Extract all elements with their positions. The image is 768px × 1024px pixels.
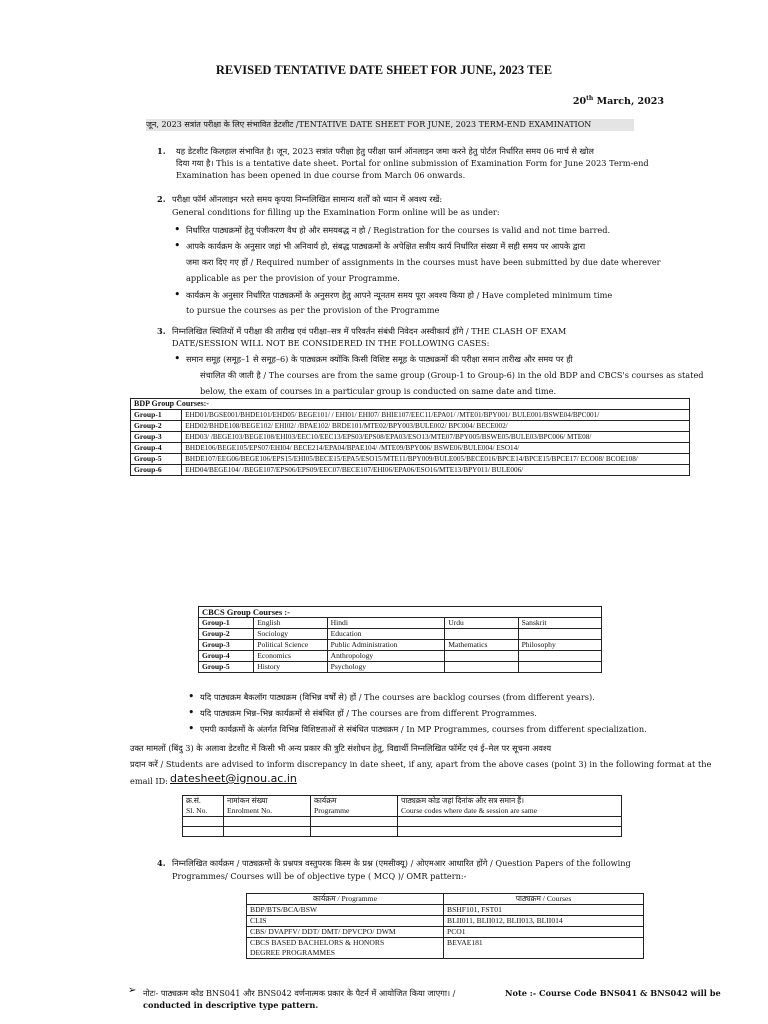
table-row [183,827,622,837]
item-1-number: 1. [157,146,166,156]
table-row [131,454,690,465]
item-4-line: Programmes/ Courses will be of objective type ( MCQ )/ OMR pattern:- [172,871,467,881]
item-3-line: DATE/SESSION WILL NOT BE CONSIDERED IN THE FOLLOWING CASES: [172,338,490,348]
table-row [247,927,644,938]
case-bullet: • यदि पाठ्यक्रम भिन्न–भिन्न कार्यक्रमों से संबंधित हों / The courses are from different Programmes. [200,707,537,719]
courses-cell: BHDE107/EEG06/BEGE106/EPS15/EHI05/BECE15/EPA5/ESO15/MTE11/BPY009/BULE005/BECE016/BPCE14/BPCE15/BPCE17/ ECO08/ BCOE108/ [182,454,690,465]
item-3-line: निम्नलिखित स्थितियों में परीक्षा की तारीख एवं परीक्षा–सत्र में परिवर्तन संबंधी निवेदन अस्वीकार्य होंगे / THE CLASH OF EXAM [172,326,567,336]
group-cell: Group-4 [199,651,254,662]
courses-cell: PCO1 [444,927,644,938]
table-row [131,410,690,421]
course-cell [518,629,601,640]
courses-cell: BEVAE181 [444,938,644,959]
course-cell [445,651,518,662]
table-row [131,443,690,454]
course-cell: Sanskrit [518,618,601,629]
issue-date: 20th March, 2023 [572,95,664,108]
item-4-number: 4. [157,858,166,868]
item-1-line: यह डेटशीट किलहाल संभावित है। जून, 2023 सत्रांत परीक्षा हेतु परीक्षा फार्म ऑनलाइन जमा करने हेतु पोर्टल निर्धारित समय 06 मार्च से खोल [176,146,594,156]
course-cell [445,662,518,673]
course-cell [518,651,601,662]
course-cell: English [254,618,327,629]
group-cell: Group-3 [131,432,182,443]
table-row [131,421,690,432]
discrepancy-format-table [182,795,622,837]
programme-cell: CBCS BASED BACHELORS & HONORS DEGREE PROGRAMMES [247,938,444,959]
item-3-bullet-cont: below, the exam of courses in a particular group is conducted on same date and time. [200,386,557,396]
course-cell: Urdu [445,618,518,629]
course-cell: Economics [254,651,327,662]
course-cell [445,629,518,640]
cbcs-group-table [198,606,602,673]
table-row [199,618,602,629]
datesheet-email-link[interactable]: datesheet@ignou.ac.in [170,772,297,785]
courses-cell: EHD04/BEGE104/ /BEGE107/EPS06/EPS09/EEC07/BECE107/EHI06/EPA06/ESO16/MTE13/BPY011/ BULE006/ [182,465,690,476]
table-row [199,629,602,640]
page-title: REVISED TENTATIVE DATE SHEET FOR JUNE, 2023 TEE [215,63,553,77]
mcq-programmes-table [246,893,644,959]
course-cell: Sociology [254,629,327,640]
table-row [247,916,644,927]
programme-cell: CLIS [247,916,444,927]
item-2-bullet: • आपके कार्यक्रम के अनुसार जहां भी अनिवार्य हो, संबद्ध पाठ्यक्रमों के अपेक्षित सत्रीय कार्य निर्धारित संख्या में सही समय पर आपके द्वारा [186,240,585,252]
item-1-line: दिया गया है। This is a tentative date sheet. Portal for online submission of Examination Form for June 2023 Term-end [176,158,649,168]
item-3-number: 3. [157,326,166,336]
item-1-line: Examination has been opened in due course from March 06 onwards. [176,170,466,180]
table-row [131,465,690,476]
bdp-group-table [130,398,690,476]
note-english: Note :- Course Code BNS041 & BNS042 will be [505,988,721,998]
table-row [199,640,602,651]
programme-cell: BDP/BTS/BCA/BSW [247,905,444,916]
table-header-row [183,796,622,817]
table-row [183,817,622,827]
course-cell [518,662,601,673]
group-cell: Group-5 [131,454,182,465]
header-cell: नामांकन संख्या Enrolment No. [224,796,311,817]
case-bullet: • यदि पाठ्यक्रम बैकलॉग पाठ्यक्रम (विभिन्न वर्षों से) हों / The courses are backlog courses (from different years). [200,691,595,703]
note-hindi: नोटः- पाठ्यक्रम कोड BNS041 और BNS042 वर्णनात्मक प्रकार के पैटर्न में आयोजित किया जाएगा। / [143,988,456,998]
group-cell: Group-3 [199,640,254,651]
course-cell: Psychology [327,662,445,673]
item-3-bullet: • समान समूह (समूह–1 से समूह–6) के पाठ्यक्रम क्योंकि किसी विशिष्ट समूह के पाठ्यक्रमों की परीक्षा समान तारीख और समय पर ही [186,353,573,365]
cbcs-table-heading: CBCS Group Courses :- [199,607,602,618]
course-cell: Mathematics [445,640,518,651]
table-row [131,432,690,443]
subtitle: जून, 2023 सत्रांत परीक्षा के लिए संभावित डेटशीट /TENTATIVE DATE SHEET FOR JUNE, 2023 TERM-END EXAMINATION [146,119,634,131]
course-cell: History [254,662,327,673]
table-row [199,662,602,673]
course-cell: Public Administration [327,640,445,651]
item-2-number: 2. [157,194,166,204]
group-cell: Group-1 [131,410,182,421]
header-cell: पाठ्यक्रम / Courses [444,894,644,905]
item-2-bullet: • निर्धारित पाठ्यक्रमों हेतु पंजीकरण वैध हो और समयबद्ध न हो / Registration for the courses is valid and not time barred. [186,224,610,236]
header-cell: क्र.सं. Sl. No. [183,796,224,817]
item-3-bullet-cont: संचालित की जाती है / The courses are from the same group (Group-1 to Group-6) in the old BDP and CBCS's courses as stated [200,370,704,380]
programme-cell: CBS/ DVAPFV/ DDT/ DMT/ DPVCPO/ DWM [247,927,444,938]
group-cell: Group-1 [199,618,254,629]
table-header-row [247,894,644,905]
item-2-bullet: • कार्यक्रम के अनुसार निर्धारित पाठ्यक्रमों के अनुसरण हेतु आपने न्यूनतम समय पूरा अवश्य किया हो / Have completed minimum time [186,289,612,301]
item-4-line: निम्नलिखित कार्यक्रम / पाठ्यक्रमों के प्रश्नपत्र वस्तुपरक किस्म के प्रश्न (एमसीक्यू) / ओएमआर आधारित होंगे / Question Papers of the following [172,858,631,868]
item-2-bullet-cont: to pursue the courses as per the provision of the Programme [186,305,440,315]
course-cell: Anthropology [327,651,445,662]
header-cell: कार्यक्रम / Programme [247,894,444,905]
courses-cell: BSHF101, FST01 [444,905,644,916]
course-cell: Philosophy [518,640,601,651]
item-2-bullet-cont: जमा करा दिए गए हों / Required number of assignments in the courses must have been submitted by due date wherever [186,257,661,267]
courses-cell: EHD03/ /BEGE103/BEGE108/EHI03/EEC10/EEC13/EPS03/EPS08/EPA03/ESO13/MTE07/BPY005/BSWE05/BULE03/BPC006/ MTE08/ [182,432,690,443]
table-row [199,651,602,662]
discrepancy-line: उक्त मामलों (बिंदु 3) के अलावा डेटशीट में किसी भी अन्य प्रकार की त्रुटि संशोधन हेतु, विद्यार्थी निम्नलिखित फॉर्मेट एवं ई–मेल पर सूचना अवश्य [130,743,552,753]
item-2-line: परीक्षा फॉर्म ऑनलाइन भरते समय कृपया निम्नलिखित सामान्य शर्तों को ध्यान में अवश्य रखें: [172,194,443,204]
course-cell: Education [327,629,445,640]
discrepancy-line: प्रदान करें / Students are advised to inform discrepancy in date sheet, if any, apart from the above cases (point 3) in the following format at the [130,759,712,769]
email-label: email ID: [130,776,168,786]
table-row [247,938,644,959]
course-cell: Political Science [254,640,327,651]
courses-cell: EHD02/BHDE108/BEGE102/ EHI02/ /BPAE102/ BRDE101/MTE02/BPY003/BULE002/ BPC004/ BECE002/ [182,421,690,432]
item-2-bullet-cont: applicable as per the provision of your Programme. [186,273,400,283]
group-cell: Group-2 [131,421,182,432]
courses-cell: EHD01/BGSE001/BHDE101/EHD05/ BEGE101/ / EHI01/ EHI07/ BHIE107/EEC11/EPA01/ /MTE01/BPY001/ BULE001/BSWE04/BPC001/ [182,410,690,421]
note-english-cont: conducted in descriptive type pattern. [143,1000,319,1010]
courses-cell: BLII011, BLII012, BLII013, BLII014 [444,916,644,927]
header-cell: कार्यक्रम Programme [311,796,398,817]
arrow-icon: ➢ [128,985,137,996]
case-bullet: • एमपी कार्यक्रमों के अंतर्गत विभिन्न विशिष्टताओं से संबंधित पाठ्यक्रम / In MP Programmes, courses from different specialization. [200,723,647,735]
group-cell: Group-6 [131,465,182,476]
group-cell: Group-5 [199,662,254,673]
courses-cell: BHDE106/BEGE105/EPS07/EHI04/ BECE214/EPA04/BPAE104/ /MTE09/BPY006/ BSWE06/BULE004/ ESO14/ [182,443,690,454]
group-cell: Group-2 [199,629,254,640]
group-cell: Group-4 [131,443,182,454]
course-cell: Hindi [327,618,445,629]
item-2-line: General conditions for filling up the Examination Form online will be as under: [172,207,500,217]
table-row [247,905,644,916]
header-cell: पाठ्यक्रम कोड जहां दिनांक और सत्र समान हैं। Course codes where date & session are same [398,796,622,817]
bdp-table-heading: BDP Group Courses:- [131,399,690,410]
